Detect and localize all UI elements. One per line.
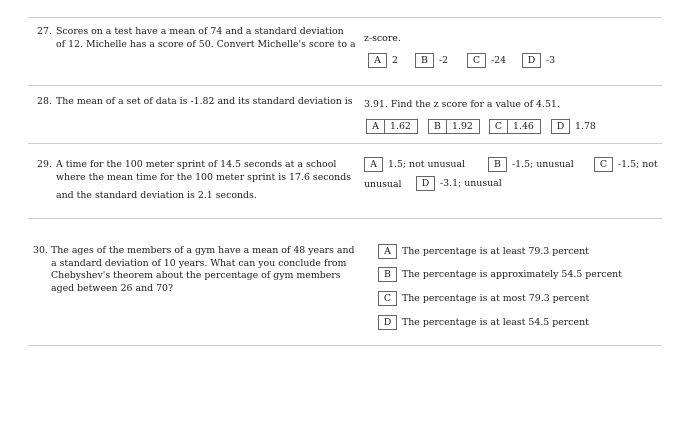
option-value: 1.62 (385, 119, 418, 134)
option-letter: B (415, 53, 434, 68)
divider-bottom (28, 345, 662, 346)
option-value: 2 (392, 55, 398, 66)
option-letter: D (551, 119, 570, 134)
option-b[interactable] (428, 119, 480, 134)
option-a[interactable] (364, 157, 471, 172)
option-letter: D (416, 176, 435, 191)
option-letter: B (428, 119, 447, 134)
option-a[interactable] (366, 119, 418, 134)
option-d[interactable] (378, 315, 595, 330)
question-number: 28. (37, 96, 52, 107)
question-text-line: where the mean time for the 100 meter sprint is 17.6 seconds (56, 171, 352, 183)
option-a[interactable] (378, 244, 595, 259)
option-value: -3.1; unusual (440, 178, 502, 189)
option-letter: A (366, 119, 385, 134)
question-text (56, 159, 351, 203)
option-b[interactable] (378, 267, 628, 282)
divider-27-28 (28, 85, 662, 86)
question-text-line: The ages of the members of a gym have a mean of 48 years and (51, 245, 355, 256)
option-letter: A (378, 244, 397, 259)
option-value: The percentage is at least 79.3 percent (402, 246, 589, 257)
option-letter: C (467, 53, 486, 68)
question-text-continued: 3.91. Find the z score for a value of 4.51. (364, 99, 560, 110)
option-letter: B (488, 157, 507, 172)
option-d[interactable] (416, 176, 508, 191)
option-d[interactable] (551, 119, 602, 134)
question-text-line: The mean of a set of data is -1.82 and its standard deviation is (56, 96, 353, 107)
option-value: The percentage is at most 79.3 percent (402, 293, 590, 304)
question-text-line: of 12. Michelle has a score of 50. Convert Michelle's score to a (56, 38, 356, 50)
question-text-continued: z-score. (364, 33, 401, 44)
divider-29-30 (28, 218, 662, 219)
option-letter: C (378, 291, 397, 306)
option-c[interactable] (594, 157, 664, 172)
option-a[interactable] (368, 53, 404, 68)
divider-top (28, 17, 662, 18)
question-number: 29. (37, 159, 52, 170)
option-value: 1.5; not unusual (388, 159, 466, 170)
option-value: -3 (546, 55, 556, 66)
option-value: -1.5; unusual (512, 159, 574, 170)
option-b[interactable] (488, 157, 580, 172)
option-letter: D (378, 315, 397, 330)
option-c[interactable] (378, 291, 595, 306)
option-b[interactable] (415, 53, 454, 68)
option-c[interactable] (467, 53, 512, 68)
option-letter: B (378, 267, 397, 282)
question-text-line: a standard deviation of 10 years. What can you conclude from (51, 257, 347, 269)
question-text-line: and the standard deviation is 2.1 seconds. (56, 190, 257, 202)
question-text-line: Scores on a test have a mean of 74 and a standard deviation (56, 26, 344, 37)
question-text-line: A time for the 100 meter sprint of 14.5 seconds at a school (56, 159, 337, 170)
option-value: 1.78 (575, 121, 596, 132)
question-text-line: Chebyshev's theorem about the percentage of gym members (51, 270, 341, 282)
option-value: -24 (491, 55, 507, 66)
option-c[interactable] (489, 119, 541, 134)
option-letter: C (489, 119, 508, 134)
option-letter: C (594, 157, 613, 172)
question-text (56, 26, 356, 51)
option-letter: A (368, 53, 387, 68)
option-letter: D (522, 53, 541, 68)
question-text (51, 245, 355, 295)
question-text (56, 96, 353, 109)
question-number: 27. (37, 26, 52, 37)
option-value: The percentage is at least 54.5 percent (402, 317, 589, 328)
option-d[interactable] (522, 53, 561, 68)
question-text-line: aged between 26 and 70? (51, 282, 174, 294)
option-value: The percentage is approximately 54.5 percent (402, 269, 622, 280)
option-value: -1.5; not (618, 159, 658, 170)
question-number: 30. (33, 245, 48, 256)
option-value: 1.46 (508, 119, 541, 134)
option-value: -2 (439, 55, 449, 66)
option-value: 1.92 (447, 119, 480, 134)
option-letter: A (364, 157, 383, 172)
divider-28-29 (28, 143, 662, 144)
option-c-wrapped-text: unusual (364, 179, 402, 190)
